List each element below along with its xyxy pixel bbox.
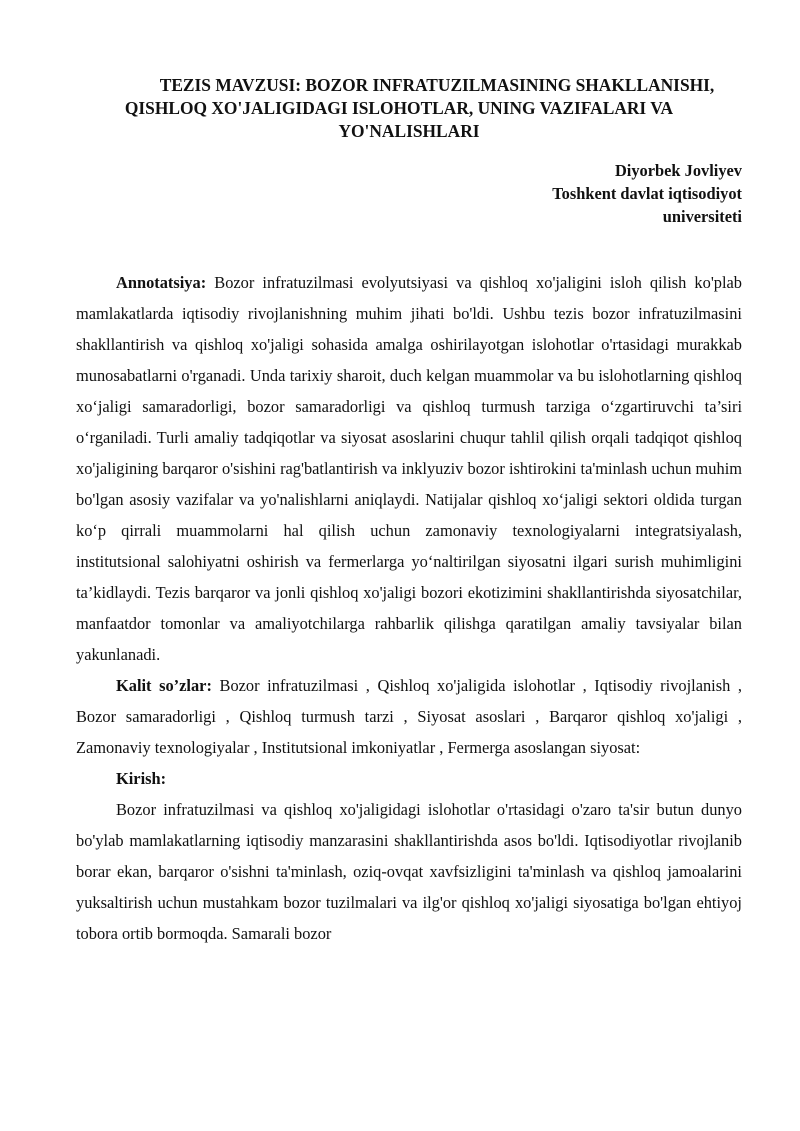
abstract-text: Bozor infratuzilmasi evolyutsiyasi va qishloq xo'jaligini isloh qilish ko'plab mamlakatlarda iqtisodiy rivojlanishning muhim jihati bo'ldi. Ushbu tezis bozor infratuzilmasini shakllantirish va qishloq xo'jaligi sohasida amalga oshirilayotgan islohotlar o'rtasidagi murakkab munosabatlarni o'rganadi. Unda tarixiy sharoit, duch kelgan muammolar va bu islohotlarning qishloq xo‘jaligi samaradorligi, bozor samaradorligi va qishloq turmush tarziga o‘zgartiruvchi ta’siri o‘rganiladi. Turli amaliy tadqiqotlar va siyosat asoslarini chuqur tahlil qilish orqali tadqiqot qishloq xo'jaligining barqaror o'sishini rag'batlantirish va inklyuziv bozor ishtirokini ta'minlash uchun muhim bo'lgan asosiy vazifalar va yo'nalishlarni aniqlaydi. Natijalar qishloq xo‘jaligi sektori oldida turgan ko‘p qirrali muammolarni hal qilish uchun zamonaviy texnologiyalarni integratsiyalash, institutsional salohiyatni oshirish va fermerlarga yo‘naltirilgan siyosatni ilgari surish muhimligini ta’kidlaydi. Tezis barqaror va jonli qishloq xo'jaligi bozori ekotizimini shakllantirishda siyosatchilar, manfaatdor tomonlar va amaliyotchilarga rahbarlik qilishga qaratilgan amaliy tavsiyalar bilan yakunlanadi. — [76, 273, 742, 664]
abstract-paragraph — [76, 267, 742, 670]
paper-page — [76, 74, 742, 949]
author-affiliation-line-2: universiteti — [662, 207, 742, 226]
author-affiliation-line-1: Toshkent davlat iqtisodiyot — [552, 184, 742, 203]
introduction-heading: Kirish: — [116, 769, 167, 788]
author-name: Diyorbek Jovliyev — [614, 161, 742, 180]
title-line-3: YO'NALISHLARI — [338, 121, 480, 141]
paper-body — [76, 267, 742, 949]
keywords-label: Kalit so’zlar: — [116, 676, 212, 695]
introduction-paragraph: Bozor infratuzilmasi va qishloq xo'jaligidagi islohotlar o'rtasidagi o'zaro ta'sir butun dunyo bo'ylab mamlakatlarning iqtisodiy manzarasini shakllantirishda asos bo'ldi. Iqtisodiyotlar rivojlanib borar ekan, barqaror o'sishni ta'minlash, oziq-ovqat xavfsizligini ta'minlash va qishloq jamoalarini yuksaltirish uchun mustahkam bozor tuzilmalari va ilg'or qishloq xo'jaligi siyosatiga bo'lgan ehtiyoj tobora ortib bormoqda. Samarali bozor — [76, 800, 742, 943]
keywords-paragraph — [76, 670, 742, 763]
abstract-label: Annotatsiya: — [116, 273, 207, 292]
title-line-2: QISHLOQ XO'JALIGIDAGI ISLOHOTLAR, UNING VAZIFALARI VA — [124, 98, 674, 118]
author-block — [76, 159, 742, 228]
paper-title — [76, 74, 742, 143]
keywords-text: Bozor infratuzilmasi , Qishloq xo'jaligida islohotlar , Iqtisodiy rivojlanish , Bozor samaradorligi , Qishloq turmush tarzi , Siyosat asoslari , Barqaror qishloq xo'jaligi , Zamonaviy texnologiyalar , Institutsional imkoniyatlar , Fermerga asoslangan siyosat: — [76, 676, 742, 757]
title-line-1: TEZIS MAVZUSI: BOZOR INFRATUZILMASINING SHAKLLANISHI, — [159, 75, 715, 95]
